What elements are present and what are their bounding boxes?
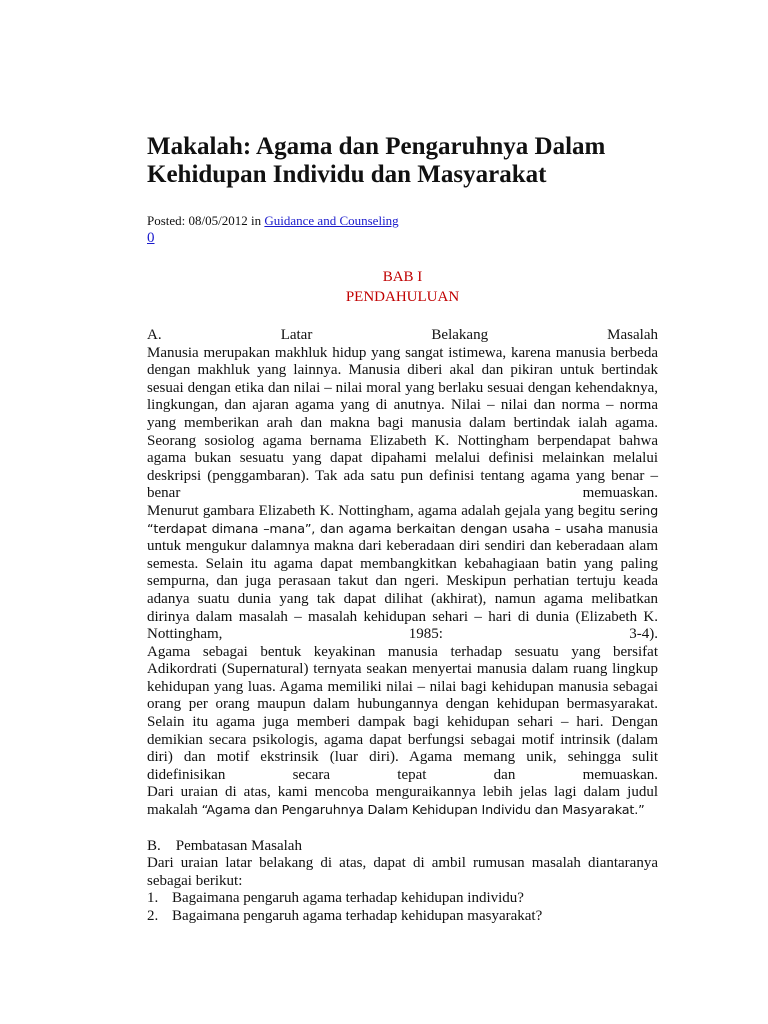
list-item [147,890,658,908]
paragraph-text-alt-font: sering “terdapat dimana –mana”, dan agama berkaitan dengan usaha – usaha [147,503,659,537]
section-a-word: Latar [280,327,313,343]
list-text: Bagaimana pengaruh agama terhadap kehidupan masyarakat? [172,908,543,924]
section-a [147,327,658,820]
section-b-heading: B. Pembatasan Masalah [147,837,302,854]
paragraph [147,784,658,819]
section-a-word: Masalah [607,327,658,343]
section-b [147,838,658,926]
article [147,133,658,926]
paragraph: Dari uraian latar belakang di atas, dapat di ambil rumusan masalah diantaranya sebagai berikut: [147,855,658,889]
paragraph-text-alt-font: “Agama dan Pengaruhnya Dalam Kehidupan Individu dan Masyarakat.” [201,803,645,819]
chapter-title: PENDAHULUAN [345,289,460,305]
paragraph: Manusia merupakan makhluk hidup yang sangat istimewa, karena manusia berbeda dengan makhluk yang lainnya. Manusia diberi akal dan pikiran untuk bertindak sesuai dengan etika dan nilai – nilai moral yang berlaku sesuai dengan kehendaknya, lingkungan, dan ajaran agama yang di anutnya. Nilai – nilai dan norma – norma yang memberikan arah dan makna bagi manusia dalam bertindak ialah agama. [147,344,658,431]
paragraph-text: Menurut gambara Elizabeth K. Nottingham, agama adalah gejala yang begitu [147,502,616,519]
posted-date: Posted: 08/05/2012 in [147,213,265,228]
paragraph: Agama sebagai bentuk keyakinan manusia terhadap sesuatu yang bersifat Adikordrati (Supernatural) ternyata seakan menyertai manusia dalam ruang lingkup kehidupan yang luas. Agama memiliki nilai – nilai bagi kehidupan manusia sebagai orang per orang maupun dalam hubungannya dengan kehidupan bermasyarakat. Selain itu agama juga memberi dampak bagi kehidupan sehari – hari. Dengan demikian secara psikologis, agama dapat berfungsi sebagai motif intrinsik (dalam diri) dan motif ekstrinsik (luar diri). Agama memang unik, sehingga sulit didefinisikan secara tepat dan memuaskan. [147,643,658,783]
category-link[interactable]: Guidance and Counseling [264,213,399,228]
section-a-word: Belakang [431,327,489,343]
post-title: Makalah: Agama dan Pengaruhnya Dalam Kehidupan Individu dan Masyarakat [147,133,606,188]
list-number: 2. [147,908,159,924]
list-item [147,908,658,926]
section-a-word: A. [147,327,162,343]
paragraph-text: makalah [147,802,202,819]
chapter-heading [147,267,658,307]
paragraph [147,503,658,644]
paragraph-text: Dari uraian di atas, kami mencoba menguraikannya lebih jelas lagi dalam judul [147,784,658,801]
paragraph: Seorang sosiolog agama bernama Elizabeth K. Nottingham berpendapat bahwa agama bukan sesuatu yang dapat dipahami melalui definisi melainkan melalui deskripsi (penggambaran). Tak ada satu pun definisi tentang agama yang benar – benar memuaskan. [147,432,658,502]
chapter-number: BAB I [382,269,423,285]
post-meta [147,213,658,247]
paragraph-text: manusia untuk mengukur dalamnya makna dari keberadaan diri sendiri dan keberadaan alam semesta. Selain itu agama dapat membangkitkan kebahagiaan batin yang paling sempurna, dan juga perasaan takut dan ngeri. Meskipun perhatian tertuju keada adanya suatu dunia yang tak dapat dilihat (akhirat), namun agama melibatkan dirinya dalam masalah – masalah kehidupan sehari – hari di dunia (Elizabeth K. Nottingham, 1985: 3-4). [147,520,658,643]
list-number: 1. [147,890,159,907]
comment-count-link[interactable]: 0 [147,230,155,246]
list-text: Bagaimana pengaruh agama terhadap kehidupan individu? [172,890,524,907]
section-a-heading [147,327,658,345]
